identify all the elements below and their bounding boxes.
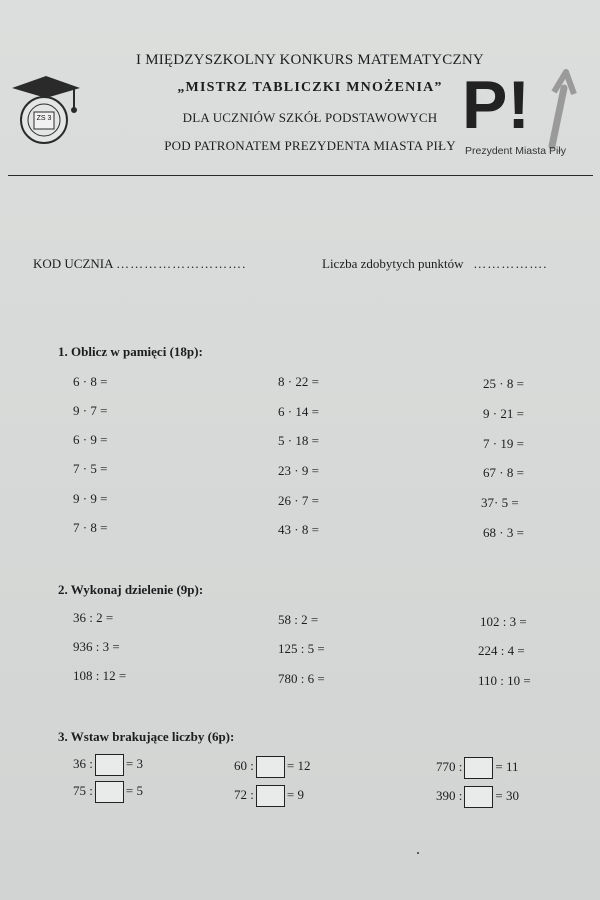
fill-in-item: [73, 754, 143, 776]
fill-in-right: = 11: [495, 758, 519, 774]
paper-speck: [417, 852, 419, 854]
task-item: 780 : 6 =: [278, 671, 325, 686]
fill-in-left: 36 :: [73, 755, 93, 771]
student-code-field[interactable]: [33, 256, 246, 272]
task-item: 67 · 8 =: [483, 465, 524, 480]
fill-in-left: 72 :: [234, 786, 254, 802]
section-3-title: 3. Wstaw brakujące liczby (6p):: [58, 729, 235, 744]
fill-in-left: 75 :: [73, 782, 93, 798]
task-item: 6 · 8 =: [73, 374, 108, 389]
task-item: 110 : 10 =: [478, 673, 531, 688]
president-logo-icon: [460, 58, 590, 158]
president-caption: Prezydent Miasta Piły: [465, 145, 566, 157]
section-1-title: 1. Oblicz w pamięci (18p):: [58, 344, 203, 359]
answer-box[interactable]: [464, 757, 493, 779]
points-dots: …………….: [473, 256, 548, 271]
fill-in-right: = 5: [125, 782, 143, 798]
fill-in-right: = 12: [286, 757, 311, 773]
fill-in-item: [436, 786, 519, 808]
fill-in-left: 770 :: [436, 758, 463, 774]
header-divider: [8, 175, 593, 176]
task-item: 58 : 2 =: [278, 612, 319, 627]
task-item: 68 · 3 =: [483, 525, 524, 540]
task-item: 108 : 12 =: [73, 668, 127, 683]
task-item: 936 : 3 =: [73, 639, 120, 654]
answer-box[interactable]: [464, 786, 493, 808]
student-code-dots: ……………………….: [116, 256, 247, 271]
task-item: 125 : 5 =: [278, 641, 325, 656]
contest-audience: DLA UCZNIÓW SZKÓŁ PODSTAWOWYCH: [182, 110, 438, 125]
points-label: Liczba zdobytych punktów: [322, 256, 464, 271]
task-item: 36 : 2 =: [73, 610, 114, 625]
task-item: 23 · 9 =: [278, 463, 319, 478]
task-item: 37· 5 =: [481, 495, 519, 510]
fill-in-left: 390 :: [436, 787, 463, 803]
president-logo-text: P!: [462, 67, 530, 143]
task-item: 7 · 19 =: [483, 436, 524, 451]
answer-box[interactable]: [256, 756, 285, 778]
fill-in-item: [234, 756, 310, 778]
contest-name: „MISTRZ TABLICZKI MNOŻENIA”: [177, 80, 443, 95]
task-item: 25 · 8 =: [483, 376, 524, 391]
task-item: 9 · 9 =: [73, 491, 108, 506]
student-code-label: KOD UCZNIA: [33, 256, 113, 271]
task-item: 224 : 4 =: [478, 643, 525, 658]
school-logo-text: ZS 3: [36, 115, 52, 122]
fill-in-right: = 9: [286, 786, 304, 802]
task-item: 43 · 8 =: [278, 522, 319, 537]
task-item: 102 : 3 =: [480, 614, 527, 629]
task-item: 6 · 14 =: [278, 404, 319, 419]
task-item: 26 · 7 =: [278, 493, 319, 508]
contest-patronage: POD PATRONATEM PREZYDENTA MIASTA PIŁY: [164, 138, 456, 153]
task-item: 9 · 7 =: [73, 403, 108, 418]
answer-box[interactable]: [95, 781, 124, 803]
contest-title: I MIĘDZYSZKOLNY KONKURS MATEMATYCZNY: [136, 52, 484, 68]
fill-in-item: [234, 785, 304, 807]
points-field[interactable]: [322, 256, 548, 272]
task-item: 8 · 22 =: [278, 374, 319, 389]
fill-in-left: 60 :: [234, 757, 254, 773]
fill-in-right: = 3: [125, 755, 143, 771]
task-item: 7 · 5 =: [73, 461, 108, 476]
fill-in-right: = 30: [495, 787, 519, 803]
fill-in-item: [73, 781, 143, 803]
answer-box[interactable]: [95, 754, 124, 776]
task-item: 9 · 21 =: [483, 406, 524, 421]
fill-in-item: [436, 757, 518, 779]
task-item: 6 · 9 =: [73, 432, 108, 447]
section-2-title: 2. Wykonaj dzielenie (9p):: [58, 582, 204, 597]
task-item: 7 · 8 =: [73, 520, 108, 535]
task-item: 5 · 18 =: [278, 433, 319, 448]
answer-box[interactable]: [256, 785, 285, 807]
